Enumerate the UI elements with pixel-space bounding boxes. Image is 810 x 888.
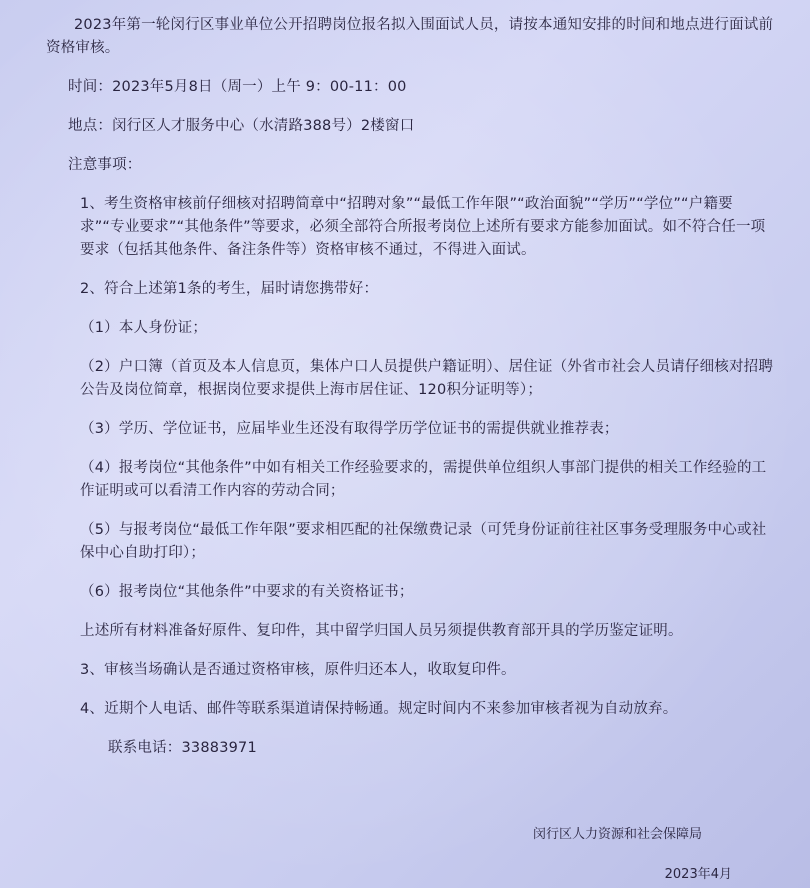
notes-title: 注意事项： [68, 157, 142, 173]
material-item-3: （3）学历、学位证书，应届毕业生还没有取得学历学位证书的需提供就业推荐表； [80, 421, 619, 437]
issuer-name: 闵行区人力资源和社会保障局 [532, 827, 702, 842]
note-item-2: 2、符合上述第1条的考生，届时请您携带好： [80, 281, 379, 297]
note-item-1: 1、考生资格审核前仔细核对招聘简章中“招聘对象”“最低工作年限”“政治面貌”“学历”“学位”“户籍要求”“专业要求”“其他条件”等要求，必须全部符合所报考岗位上述所有要求方能参加面试。如不符合任一项要求（包括其他条件、备注条件等）资格审核不通过，不得进入面试。 [80, 196, 766, 258]
note-item-4: 4、近期个人电话、邮件等联系渠道请保持畅通。规定时间内不来参加审核者视为自动放弃。 [80, 701, 678, 717]
material-item-4: （4）报考岗位“其他条件”中如有相关工作经验要求的，需提供单位组织人事部门提供的相关工作经验的工作证明或可以看清工作内容的劳动合同； [80, 460, 767, 499]
notice-intro: 2023年第一轮闵行区事业单位公开招聘岗位报名拟入围面试人员，请按本通知安排的时间和地点进行面试前资格审核。 [46, 17, 774, 56]
contact-phone: 联系电话：33883971 [108, 740, 257, 756]
note-item-3: 3、审核当场确认是否通过资格审核，原件归还本人，收取复印件。 [80, 662, 516, 678]
notice-footer [532, 824, 732, 886]
interview-time: 时间：2023年5月8日（周一）上午 9：00-11：00 [68, 79, 407, 95]
material-item-1: （1）本人身份证； [80, 320, 208, 336]
issue-date: 2023年4月 [664, 867, 732, 882]
materials-note: 上述所有材料准备好原件、复印件，其中留学归国人员另须提供教育部开具的学历鉴定证明。 [80, 623, 683, 639]
interview-location: 地点：闵行区人才服务中心（水清路388号）2楼窗口 [68, 118, 415, 134]
material-item-6: （6）报考岗位“其他条件”中要求的有关资格证书； [80, 584, 414, 600]
material-item-5: （5）与报考岗位“最低工作年限”要求相匹配的社保缴费记录（可凭身份证前往社区事务受理服务中心或社保中心自助打印）； [80, 522, 767, 561]
material-item-2: （2）户口簿（首页及本人信息页，集体户口人员提供户籍证明）、居住证（外省市社会人员请仔细核对招聘公告及岗位简章，根据岗位要求提供上海市居住证、120积分证明等）； [80, 359, 774, 398]
